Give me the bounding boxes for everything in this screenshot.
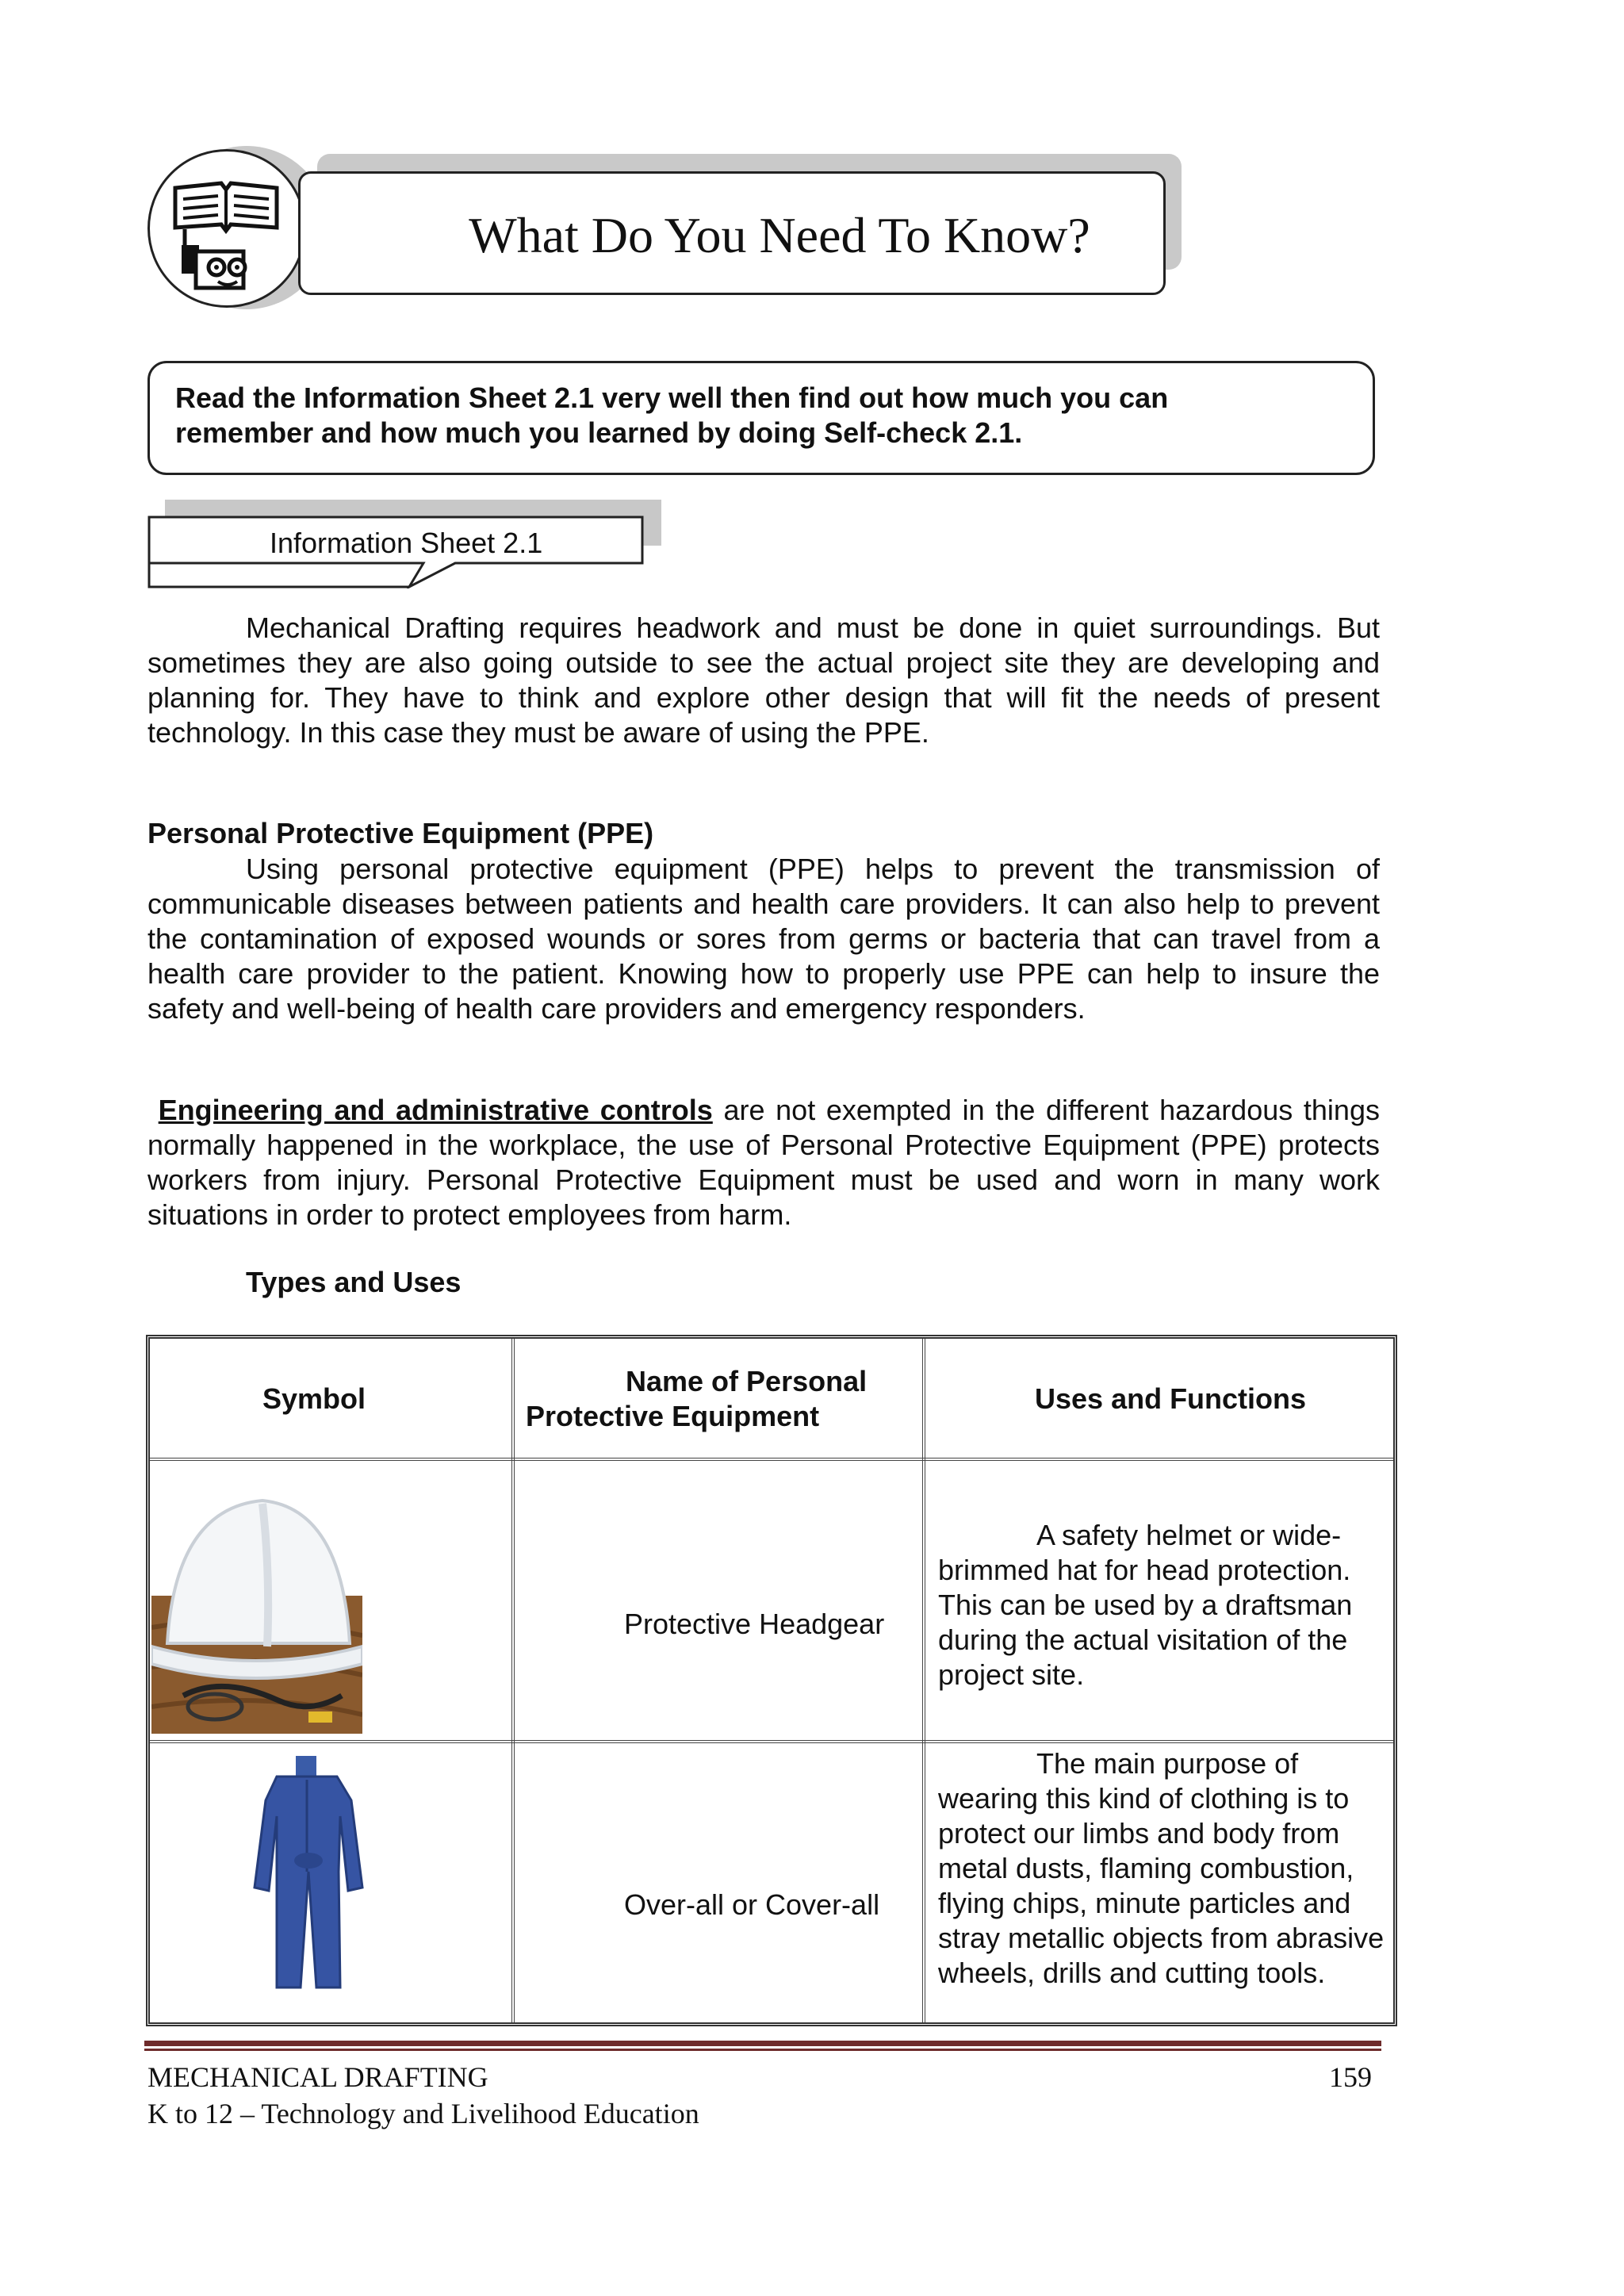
types-heading: Types and Uses [246, 1266, 462, 1298]
row-2-name: Over-all or Cover-all [624, 1888, 880, 1921]
intro-paragraph: Mechanical Drafting requires headwork and must be done in quiet surroundings. But sometimes they are also going outside to see the actual project site they are developing and planning for. They have to think and explore other design that will fit the needs of present technology. In this case they must be aware of using the PPE. [147, 611, 1380, 749]
controls-text: are not exempted in the different hazardous things normally happened in the workplace, the use of Personal Protective Equipment (PPE) protects workers from injury. Personal Protective Equipment must be used and worn in many work situations in order to protect employees from harm. [147, 1094, 1380, 1231]
header-uses: Uses and Functions [1035, 1382, 1307, 1415]
reading-student-icon [150, 151, 304, 305]
row-1-name: Protective Headgear [624, 1608, 885, 1640]
ppe-heading: Personal Protective Equipment (PPE) [147, 817, 654, 849]
controls-paragraph [147, 1093, 1380, 1232]
coverall-icon [245, 1753, 372, 1989]
ppe-table [146, 1335, 1397, 2026]
table-rule [150, 1458, 1393, 1461]
page-number: 159 [1329, 2061, 1372, 2093]
info-sheet-label: Information Sheet 2.1 [270, 527, 543, 559]
ppe-paragraph: Using personal protective equipment (PPE) helps to prevent the transmission of communicable diseases between patients and health care providers. It can also help to prevent the contamination of exposed wounds or sores from germs or bacteria that can travel from a health care provider to the patient. Knowing how to properly use PPE can help to insure the safety and well-being of health care providers and emergency responders. [147, 853, 1380, 1025]
instruction-line-2: remember and how much you learned by doing Self-check 2.1. [175, 416, 1023, 449]
row-1-uses: A safety helmet or wide-brimmed hat for head protection. This can be used by a draftsman during the actual visitation of the project site. [938, 1519, 1353, 1691]
banner-icon-circle [147, 149, 306, 308]
hard-hat-icon [151, 1477, 362, 1734]
footer-rule [144, 2049, 1381, 2051]
instruction-line-1: Read the Information Sheet 2.1 very well then find out how much you can [175, 381, 1169, 414]
table-rule [150, 1740, 1393, 1743]
page-title: What Do You Need To Know? [469, 207, 1090, 263]
instruction-box [147, 361, 1375, 475]
header-name-line-2: Protective Equipment [526, 1400, 820, 1432]
banner-title-box [298, 171, 1166, 295]
table-rule [922, 1339, 925, 2022]
footer-subject: MECHANICAL DRAFTING [147, 2061, 488, 2093]
footer-course: K to 12 – Technology and Livelihood Education [147, 2098, 699, 2129]
row-2-uses: The main purpose of wearing this kind of clothing is to protect our limbs and body from metal dusts, flaming combustion, flying chips, minute particles and stray metallic objects from abrasive wheels, drills and cutting tools. [938, 1747, 1385, 1989]
table-rule [511, 1339, 515, 2022]
header-symbol: Symbol [262, 1382, 366, 1415]
controls-lead: Engineering and administrative controls [158, 1094, 713, 1126]
footer-rule [144, 2041, 1381, 2046]
header-name-line-1: Name of Personal [626, 1365, 868, 1397]
